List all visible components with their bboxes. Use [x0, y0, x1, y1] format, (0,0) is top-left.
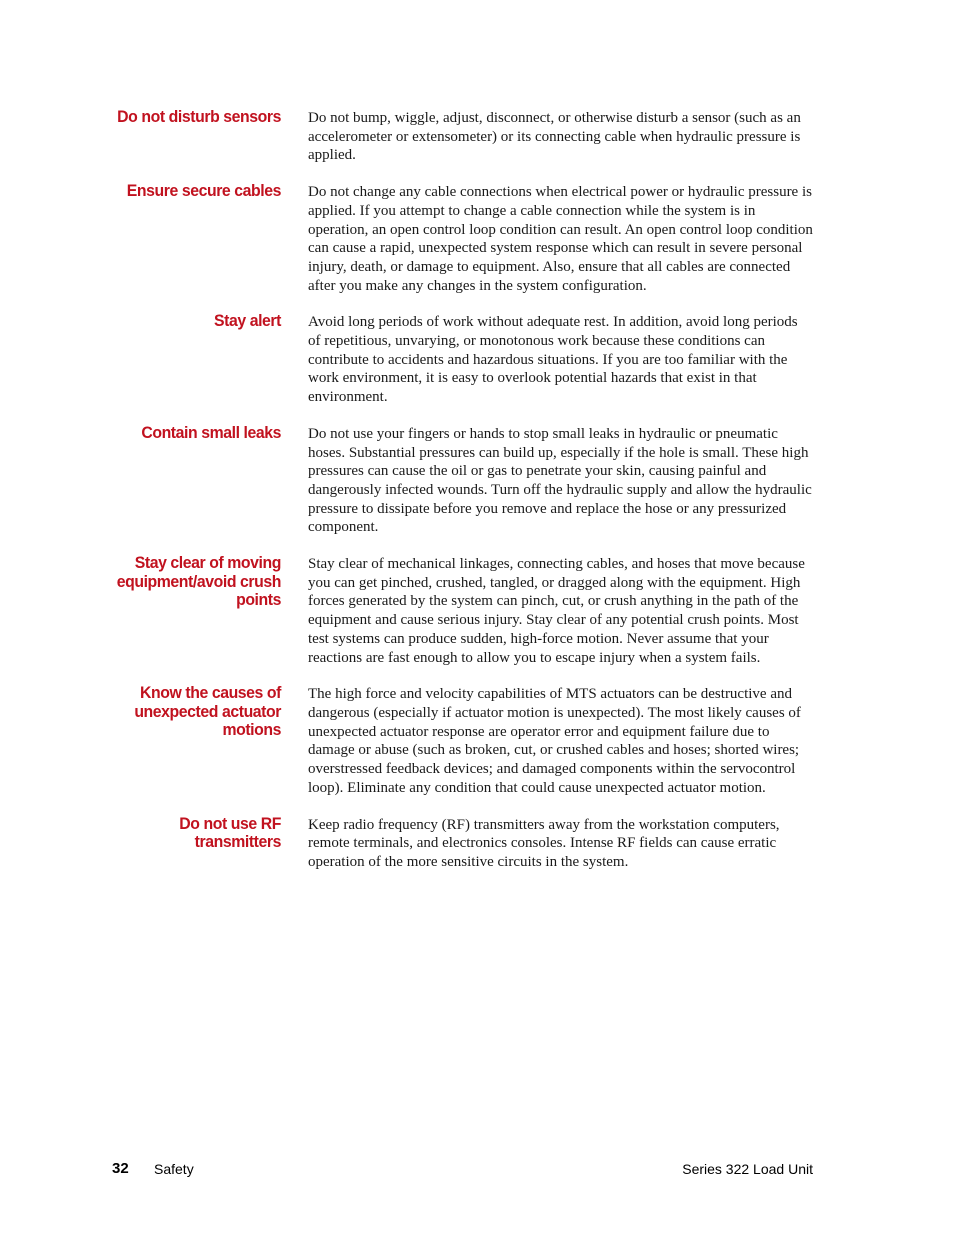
section-body: Do not bump, wiggle, adjust, disconnect, or otherwise disturb a sensor (such as an accelerometer or extensometer) or its connecting cable when hydraulic pressure is applied. [308, 110, 801, 164]
section-heading: Contain small leaks [141, 422, 281, 442]
section-do-not-use-rf-transmitters [0, 815, 954, 872]
section-heading: Do not disturb sensors [117, 107, 281, 126]
section-stay-alert [0, 312, 954, 407]
section-heading: Do not use RF transmitters [179, 813, 281, 852]
section-body: The high force and velocity capabilities of MTS actuators can be destructive and dangerous (especially if actuator motion is unexpected). The most likely causes of unexpected actuator response are operator error and equipment failure due to damage or abuse (such as broken, cut, or crushed cables and hoses; shorted wires; overstressed feedback devices; and damaged components within the servocontrol loop). Eliminate any condition that could cause unexpected actuator motion. [308, 686, 801, 796]
section-ensure-secure-cables [0, 182, 954, 295]
section-heading: Stay clear of moving equipment/avoid crush points [116, 553, 281, 610]
page-number: 32 [112, 1160, 129, 1177]
safety-sections [0, 108, 954, 889]
manual-title: Series 322 Load Unit [682, 1161, 813, 1177]
section-body: Stay clear of mechanical linkages, connecting cables, and hoses that move because you can get pinched, crushed, tangled, or dragged along with the equipment. High forces generated by the system can pinch, cut, or crush anything in the path of the equipment and cause serious injury. Stay clear of any potential crush points. Most test systems can produce sudden, high-force motion. Never assume that your reactions are fast enough to allow you to escape injury when a system fails. [308, 556, 805, 666]
section-do-not-disturb-sensors [0, 108, 954, 165]
section-body: Do not change any cable connections when electrical power or hydraulic pressure is applied. If you attempt to change a cable connection while the system is in operation, an open control loop condition can result. An open control loop condition can cause a rapid, unexpected system response which can result in severe personal injury, death, or damage to equipment. Also, ensure that all cables are connected after you make any changes in the system configuration. [308, 184, 813, 294]
chapter-name: Safety [154, 1161, 194, 1177]
section-body: Do not use your fingers or hands to stop small leaks in hydraulic or pneumatic hoses. Substantial pressures can build up, especially if the hole is small. These high pressures can cause the oil or gas to penetrate your skin, causing painful and dangerously infected wounds. Turn off the hydraulic supply and allow the hydraulic pressure to dissipate before you remove and replace the hose or any pressurized component. [308, 425, 812, 536]
section-know-causes-unexpected-motion [0, 684, 954, 797]
section-heading: Stay alert [213, 311, 281, 331]
section-heading: Ensure secure cables [126, 181, 281, 201]
section-heading: Know the causes of unexpected actuator motions [134, 683, 281, 740]
page-footer [0, 1160, 954, 1180]
section-body: Avoid long periods of work without adequate rest. In addition, avoid long periods of repetitious, unvarying, or monotonous work because these conditions can contribute to accidents and hazardous situations. If you are too familiar with the work environment, it is easy to overlook potential hazards that exist in that environment. [308, 314, 798, 406]
section-contain-small-leaks [0, 424, 954, 537]
section-stay-clear-of-moving-equipment [0, 554, 954, 667]
section-body: Keep radio frequency (RF) transmitters away from the workstation computers, remote terminals, and electronics consoles. Intense RF fields can cause erratic operation of the more sensitive circuits in the system. [308, 816, 780, 870]
